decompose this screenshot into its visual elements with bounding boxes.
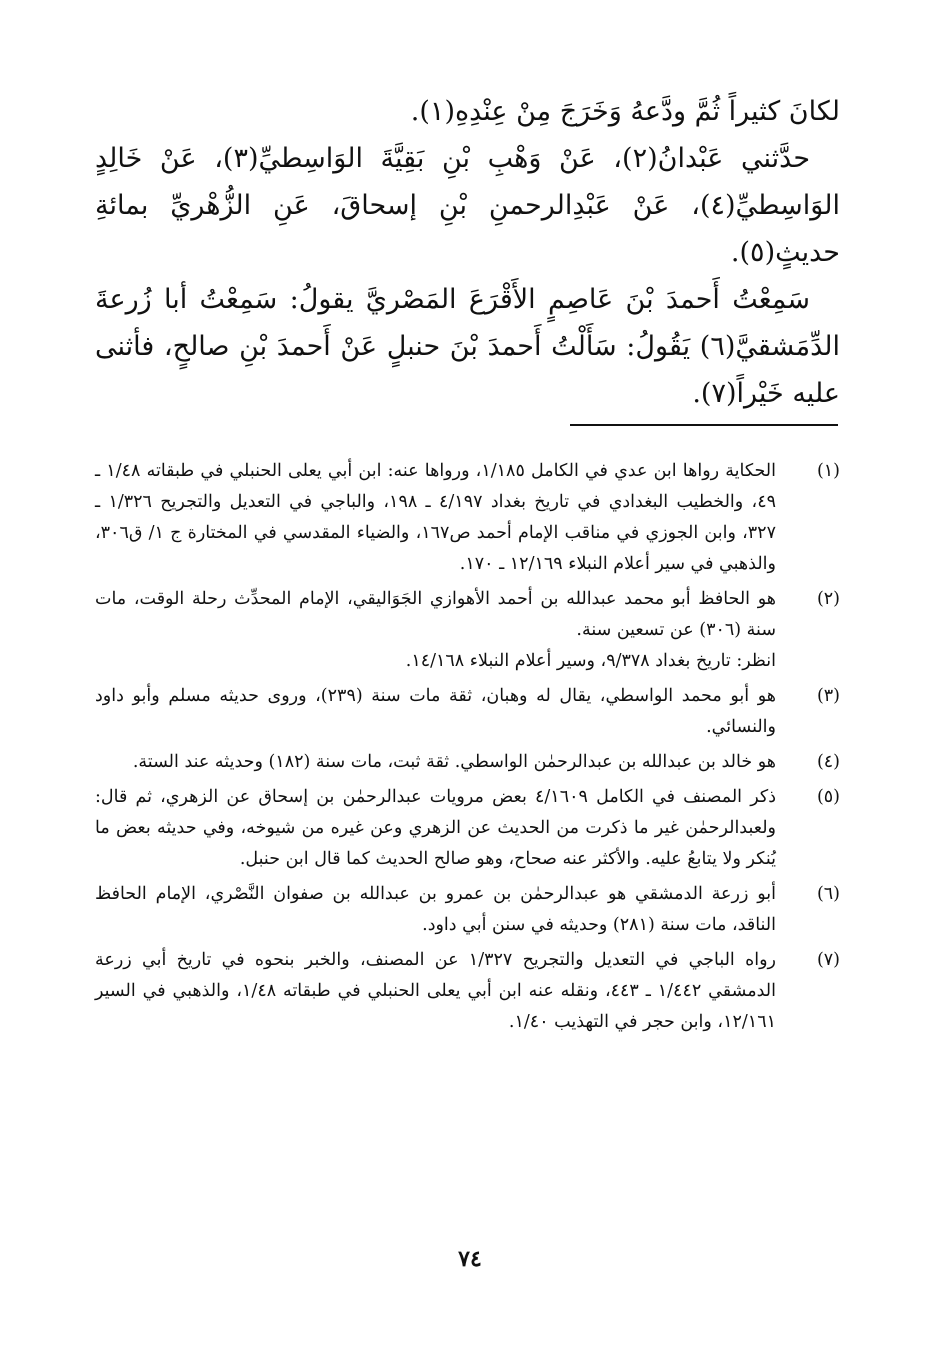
footnote-text: هو الحافظ أبو محمد عبدالله بن أحمد الأهوازي الجَوَاليقي، الإمام المحدِّث رحلة الوقت، مات سنة (٣٠٦) عن تسعين سنة. — [95, 589, 776, 640]
footnotes — [95, 456, 840, 1042]
footnote-number: (١) — [816, 461, 840, 481]
footnote-text: هو أبو محمد الواسطي، يقال له وهبان، ثقة مات سنة (٢٣٩)، وروى حديثه مسلم وأبو داود والنسائي. — [95, 686, 776, 737]
footnote-text: ذكر المصنف في الكامل ٤/١٦٠٩ بعض مرويات عبدالرحمٰن بن إسحاق عن الزهري، ثم قال: ولعبدالرحمٰن غير ما ذكرت من الحديث عن الزهري وعن غيره من شيوخه، وفي حديثه بعض ما يُنكر ولا يتابعُ عليه. والأكثر عنه صحاح، وهو صالح الحديث كما قال ابن حنبل. — [95, 787, 776, 869]
footnote — [95, 879, 840, 941]
footnote-number: (٣) — [816, 686, 840, 706]
footnote-text: هو خالد بن عبدالله بن عبدالرحمٰن الواسطي. ثقة ثبت، مات سنة (١٨٢) وحديثه عند الستة. — [132, 752, 776, 772]
footnote-number: (٥) — [816, 787, 840, 807]
footnote — [95, 945, 840, 1038]
footnote — [95, 681, 840, 743]
footnote-separator — [570, 424, 838, 426]
footnote-text: رواه الباجي في التعديل والتجريح ١/٣٢٧ عن المصنف، والخبر بنحوه في تاريخ أبي زرعة الدمشقي ١/٤٤٢ ـ ٤٤٣، ونقله عنه ابن أبي يعلى الحنبلي في طبقاته ١/٤٨، والذهبي في السير ١٢/١٦١، وابن حجر في التهذيب ١/٤٠. — [95, 950, 776, 1032]
footnote-text: أبو زرعة الدمشقي هو عبدالرحمٰن بن عمرو بن عبدالله بن صفوان النَّصْري، الإمام الحافظ الناقد، مات سنة (٢٨١) وحديثه في سنن أبي داود. — [95, 884, 776, 935]
footnote-number: (٧) — [816, 950, 840, 970]
footnote — [95, 456, 840, 580]
footnote-number: (٢) — [816, 589, 840, 609]
main-paragraph-2: حدَّثني عَبْدانُ(٢)، عَنْ وَهْبِ بْنِ بَقِيَّةَ الوَاسِطيِّ(٣)، عَنْ خَالِدٍ الوَاسِطيِّ(٤)، عَنْ عَبْدِالرحمنِ بْنِ إسحاقَ، عَنِ الزُّهْريِّ بمائةِ حديثٍ(٥). — [95, 143, 840, 268]
main-text — [95, 88, 840, 417]
footnote-text: الحكاية رواها ابن عدي في الكامل ١/١٨٥، ورواها عنه: ابن أبي يعلى الحنبلي في طبقاته ١/٤٨ ـ ٤٩، والخطيب البغدادي في تاريخ بغداد ٤/١٩٧ ـ ١٩٨، والباجي في التعديل والتجريح ١/٣٢٦ ـ ٣٢٧، وابن الجوزي في مناقب الإمام أحمد ص١٦٧، والضياء المقدسي في المختارة ج ١/ ق٣٠٦، والذهبي في سير أعلام النبلاء ١٢/١٦٩ ـ ١٧٠. — [95, 461, 776, 574]
main-paragraph-1: لكانَ كثيراً ثُمَّ ودَّعهُ وَخَرَجَ مِنْ عِنْدِهِ(١). — [410, 96, 840, 127]
footnote-body — [95, 584, 776, 677]
footnote — [95, 747, 840, 778]
main-paragraph-3: سَمِعْتُ أَحمدَ بْنَ عَاصِمٍ الأَقْرَعَ المَصْريَّ يقولُ: سَمِعْتُ أبا زُرعةَ الدِّمَشقيَّ(٦) يَقُولُ: سَأَلْتُ أَحمدَ بْنَ حنبلٍ عَنْ أَحمدَ بْنِ صالحٍ، فأثنى عليه خَيْراً(٧). — [95, 284, 840, 409]
footnote-number: (٤) — [816, 752, 840, 772]
footnote-reference: انظر: تاريخ بغداد ٩/٣٧٨، وسير أعلام النبلاء ١٤/١٦٨. — [405, 651, 776, 671]
footnote — [95, 782, 840, 875]
footnote — [95, 584, 840, 677]
footnote-number: (٦) — [816, 884, 840, 904]
page-number: ٧٤ — [458, 1246, 482, 1272]
